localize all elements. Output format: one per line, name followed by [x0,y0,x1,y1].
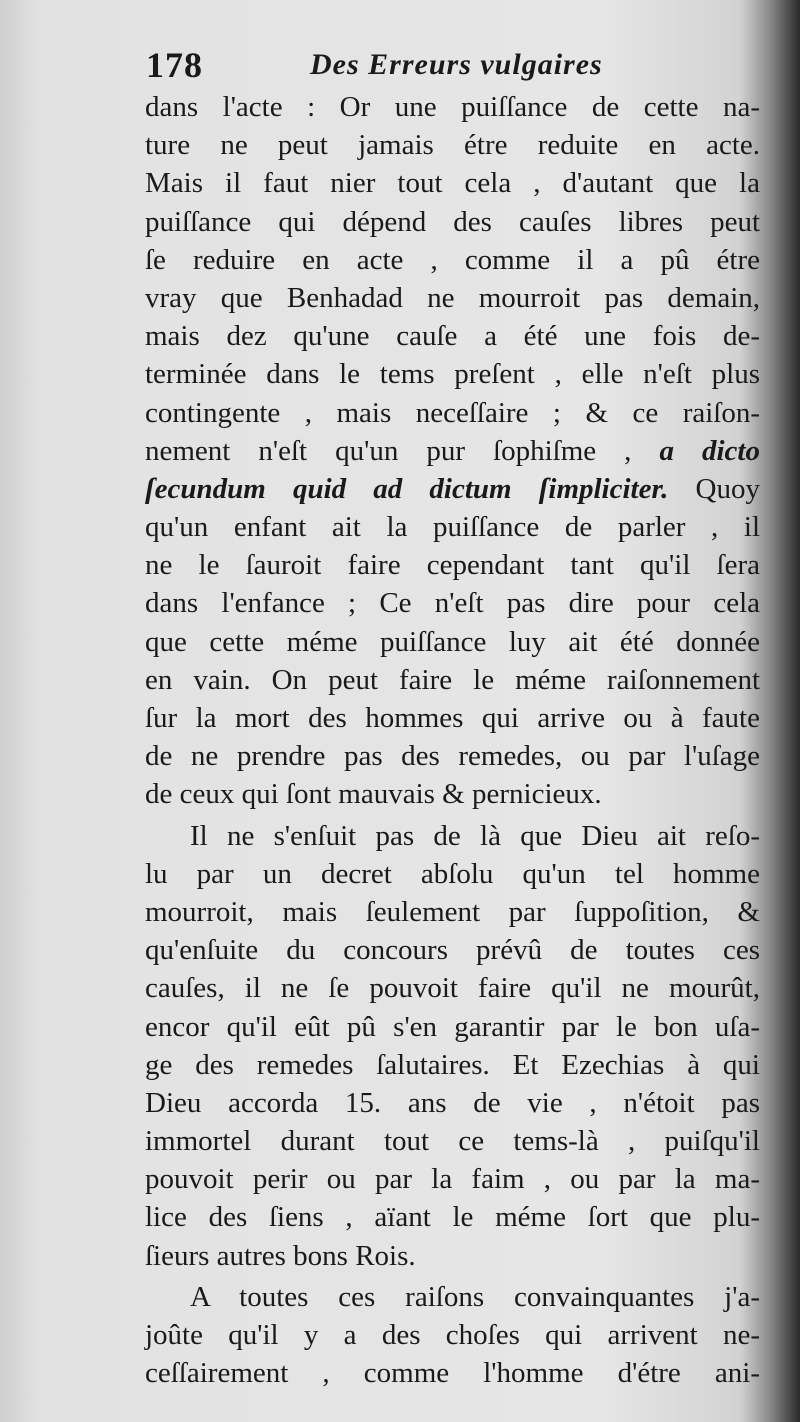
text-line: dans l'acte : Or une puiſſance de cette na- [145,91,760,123]
text-line: Mais il faut nier tout cela , d'autant que la [145,167,760,200]
text-line: mais dez qu'une cauſe a été une fois de- [145,320,760,353]
text-line: joûte qu'il y a des choſes qui arrivent ne- [145,1319,760,1351]
text-line: Dieu accorda 15. ans de vie , n'étoit pas [145,1086,760,1119]
text-line: mourroit, mais ſeulement par ſuppoſition, & [145,895,760,928]
latin-phrase: a dicto [659,434,760,467]
text-line-latin: ſecundum quid ad dictum ſimpliciter. Quoy [145,472,760,505]
text-line: contingente , mais neceſſaire ; & ce raiſon- [145,396,760,429]
text-line: de ceux qui ſont mauvais & pernicieux. [145,778,602,811]
running-title: Des Erreurs vulgaires [310,48,603,81]
paragraph-1 [145,88,760,814]
text-line: terminée dans le tems preſent , elle n'eſt plus [145,358,760,391]
body-text [145,88,760,1392]
text-line: cauſes, il ne ſe pouvoit faire qu'il ne mourût, [145,972,760,1005]
text-line: ſur la mort des hommes qui arrive ou à faute [145,702,760,734]
text-line: nement n'eſt qu'un pur ſophiſme , a dicto [145,434,760,467]
text-line: Il ne s'enſuit pas de là que Dieu ait reſo- [190,819,760,852]
paragraph-3 [145,1278,760,1393]
text-line: qu'enſuite du concours prévû de toutes ces [145,934,760,967]
text-line: A toutes ces raiſons convainquantes j'a- [190,1280,760,1313]
text-line: immortel durant tout ce tems-là , puiſqu'il [145,1125,760,1158]
text-line: ſieurs autres bons Rois. [145,1239,416,1272]
text-line: qu'un enfant ait la puiſſance de parler , il [145,511,760,544]
text-line: encor qu'il eût pû s'en garantir par le bon uſa- [145,1010,760,1043]
text-line: ture ne peut jamais étre reduite en acte. [145,129,760,162]
latin-phrase: ſecundum quid ad dictum ſimpliciter. [145,472,669,505]
text-line: vray que Benhadad ne mourroit pas demain, [145,281,760,314]
text-line: ge des remedes ſalutaires. Et Ezechias à qui [145,1048,760,1081]
text-line: dans l'enfance ; Ce n'eſt pas dire pour cela [145,587,760,620]
text-line: ne le ſauroit faire cependant tant qu'il ſera [145,549,760,582]
page-number: 178 [146,45,203,85]
text-line: pouvoit perir ou par la faim , ou par la ma- [145,1163,760,1196]
paragraph-2 [145,817,760,1275]
page-header [140,42,660,92]
text-line: puiſſance qui dépend des cauſes libres peut [145,205,760,238]
text-line: en vain. On peut faire le méme raiſonnement [145,663,760,696]
text-line: ceſſairement , comme l'homme d'étre ani- [145,1357,760,1390]
text-line: que cette méme puiſſance luy ait été donnée [145,625,760,658]
text-line: lice des ſiens , aïant le méme ſort que plu- [145,1201,760,1234]
text-line: ſe reduire en acte , comme il a pû étre [145,243,760,276]
text-line: lu par un decret abſolu qu'un tel homme [145,857,760,890]
text-line: de ne prendre pas des remedes, ou par l'uſage [145,740,760,773]
